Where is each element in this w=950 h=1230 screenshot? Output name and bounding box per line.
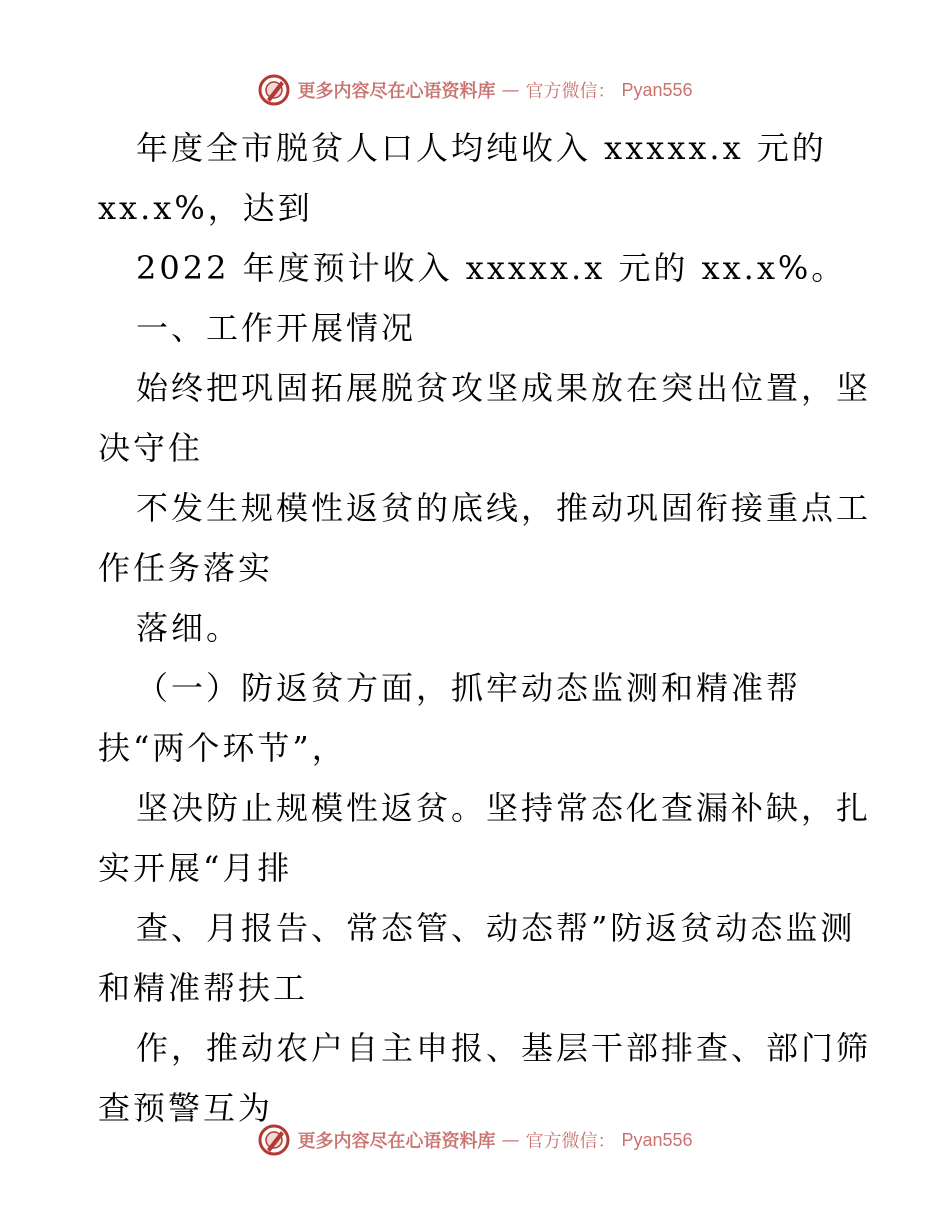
text-line: 落细。 [136,609,242,647]
document-body [98,118,872,1138]
header-banner [0,70,950,110]
banner-separator: — [501,1129,520,1151]
text-line: 2022 年度预计收入 xxxxx.x 元的 xx.x%。 [136,249,847,287]
text-line: xx.x%，达到 [98,189,313,227]
pen-circle-logo-icon [257,1123,291,1157]
text-line: 查预警互为 [98,1089,274,1127]
text-line: 不发生规模性返贫的底线，推动巩固衔接重点工 [136,489,872,527]
footer-banner [0,1120,950,1160]
text-line: 作，推动农户自主申报、基层干部排查、部门筛 [136,1029,872,1067]
text-line: 坚决防止规模性返贫。坚持常态化查漏补缺，扎 [136,789,872,827]
banner-sub-text: 官方微信： [525,81,616,102]
banner-wechat-id: Pyan556 [621,1129,693,1150]
text-line: 和精准帮扶工 [98,969,309,1007]
text-line: 扶“两个环节”， [98,729,347,767]
text-line: 作任务落实 [98,549,274,587]
banner-main-text: 更多内容尽在心语资料库 [297,1131,496,1152]
text-line: 年度全市脱贫人口人均纯收入 xxxxx.x 元的 [136,129,827,167]
subsection-heading: （一）防返贫方面，抓牢动态监测和精准帮 [136,669,802,707]
banner-sub-text: 官方微信： [525,1131,616,1152]
pen-circle-logo-icon [257,73,291,107]
text-line: 始终把巩固拓展脱贫攻坚成果放在突出位置，坚 [136,369,872,407]
banner-main-text: 更多内容尽在心语资料库 [297,81,496,102]
text-line: 实开展“月排 [98,849,293,887]
text-line: 查、月报告、常态管、动态帮”防返贫动态监测 [136,909,856,947]
banner-wechat-id: Pyan556 [621,79,693,100]
text-line: 决守住 [98,429,204,467]
section-heading: 一、工作开展情况 [136,309,417,347]
banner-separator: — [501,79,520,101]
